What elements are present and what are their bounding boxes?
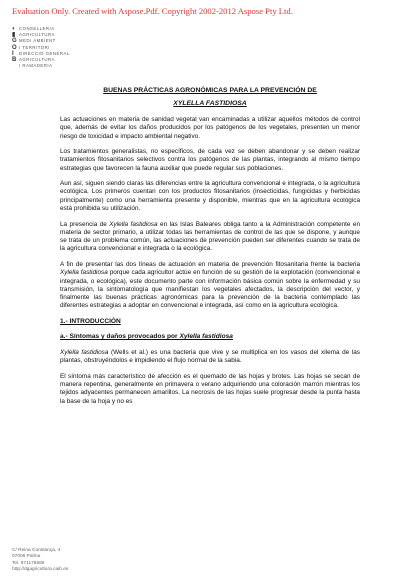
text-run: (Wells et al.) es una bacteria que vive y se multiplica en los vasos del xilema de las plantas, obstruyéndolos e impidiendo el flujo normal de la sabia. xyxy=(60,348,360,365)
logo-text: CONSELLERIA xyxy=(19,26,55,32)
paragraph-differences: Aun así, siguen siendo claras las diferencias entre la agricultura convencional e integrada, o la agricultura ecológica. Los primeros cuentan con los productos fitosanitarios (insecticidas, fungicidas y herbicidas principalmente) como una herramienta presente y disponible, mientras que en la agricultura ecológica está prohibida su utilización. xyxy=(60,180,360,213)
section-heading-introduccion: 1.- INTRODUCCIÓN xyxy=(60,317,121,325)
logo-mark: B xyxy=(12,57,17,64)
logo-text: I RAMADERIA xyxy=(19,63,53,69)
species-name: Xylella fastidiosa xyxy=(109,220,158,228)
species-name: Xylella fastidiosa xyxy=(60,348,109,356)
logo-mark: O xyxy=(12,44,17,51)
paragraph-intro: Las actuaciones en materia de sanidad vegetal van encaminadas a utilizar aquellos métodos de control que, además de evitar los daños producidos por los patógenos de los vegetales, presenten un menor riesgo de toxicidad e impacto ambiental negativo. xyxy=(60,116,360,140)
text-run: porque cada agricultor actúe en función de su gestión de la explotación (convencional e integrada, o ecológica), este documento parte con información básica común sobre la enfermedad y su transmisión, la sintomatología que manifiestan los vegetales afectados, la descripción del vector, y finalmente las buenas prácticas agronómicas para la prevención de la bacteria contemplado las diferentes estrategias a adoptar en convencional e integrada, así como en la agricultura ecológica. xyxy=(60,269,360,310)
text-run: en las Islas Baleares obliga tanto a la Administración competente en materia de sector primario, a utilizar todas las herramientas de control de las que se dispone, y aunque se trata de un problema común, las actuaciones de prevención pueden ser diferentes cuando se trata de la agricultura convencional e integrada o la ecológica. xyxy=(60,220,360,253)
logo-text: I TERRITORI xyxy=(19,44,50,50)
logo-text: AGRICULTURA xyxy=(19,32,55,38)
footer-street: C/ Reina Constança, 4 xyxy=(12,548,61,553)
paragraph-bacteria xyxy=(60,349,360,366)
species-name: Xylella fastidiosa xyxy=(179,333,233,341)
species-name: Xylella fastidiosa xyxy=(60,269,108,277)
footer-city: 07006 Palma xyxy=(12,554,41,560)
paragraph-purpose xyxy=(60,261,360,311)
logo-text: DIRECCIÓ GENERAL xyxy=(19,50,70,56)
paragraph-symptoms: El síntoma más característico de afección es el quemado de las hojas y brotes. Las hojas se secan de manera repentina, generalmente en primavera o verano adquiriendo una coloración marrón mientras los tejidos adyacentes permanecen amarillos. La necrosis de las hojas suele progresar desde la punta hasta la base de la hoja y no es xyxy=(60,372,360,405)
logo-row xyxy=(12,63,102,69)
text-run: A fin de presentar las dos líneas de actuación en materia de prevención fitosanitaria frente la bacteria xyxy=(60,260,360,268)
footer-website: http://dgagricultura.caib.es xyxy=(12,567,69,573)
evaluation-watermark: Evaluation Only. Created with Aspose.Pdf. Copyright 2002-2012 Aspose Pty Ltd. xyxy=(12,6,293,16)
logo-text: MEDI AMBIENT xyxy=(19,38,56,44)
document-title-species: XYLELLA FASTIDIOSA xyxy=(173,100,247,107)
subsection-heading-sintomas xyxy=(60,333,360,342)
text-run: La presencia de xyxy=(60,220,110,228)
conselleria-logo xyxy=(12,26,102,69)
document-title: BUENAS PRÁCTICAS AGRONÓMICAS PARA LA PREVENCIÓN DE xyxy=(103,87,317,94)
logo-mark: ◐ xyxy=(12,26,16,33)
document-body xyxy=(60,86,360,413)
logo-text: AGRICULTURA xyxy=(19,57,55,63)
footer-phone: Tel. 971176666 xyxy=(12,560,45,566)
logo-mark: I xyxy=(12,50,14,57)
logo-mark: G xyxy=(12,38,17,45)
text-run: a.- Síntomas y daños provocados por xyxy=(60,333,180,341)
paragraph-treatments: Los tratamientos generalistas, no específicos, de cada vez se deben abandonar y se deben realizar tratamientos fitosanitarios selectivos contra los patógenos de las plantas, integrando al mismo tiempo estrategias que favorecen la fauna auxiliar que puede regular sus poblaciones. xyxy=(60,148,360,172)
paragraph-presence xyxy=(60,221,360,254)
footer-address xyxy=(12,548,68,574)
logo-mark: ▮ xyxy=(12,32,16,39)
